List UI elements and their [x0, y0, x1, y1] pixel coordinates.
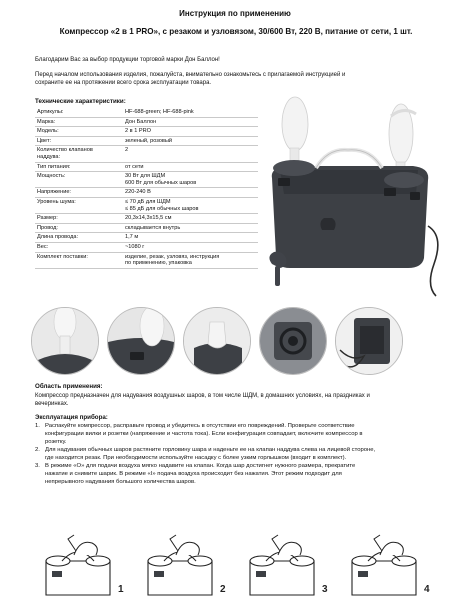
area-heading: Область применения: [35, 383, 103, 390]
specs-heading: Технические характеристики: [35, 98, 126, 105]
spec-row [35, 146, 279, 162]
spec-value [123, 108, 279, 117]
spec-name-line: Модель: [37, 128, 59, 135]
usage-line: розетку. [45, 439, 67, 445]
spec-row [35, 163, 279, 173]
usage-line: нажатие и снимите шарик. В режиме «I» подача воздуха происходит без нажатия. Этот режим подходит для [45, 471, 342, 477]
spec-value [123, 233, 279, 242]
spec-name [35, 198, 123, 213]
page-title: Инструкция по применению [179, 9, 291, 18]
spec-value [123, 163, 279, 172]
spec-name-line: наддува: [37, 153, 61, 160]
spec-name-line: Напряжение: [37, 189, 71, 196]
thumb-cord-compartment [335, 307, 403, 375]
balloon-icon [108, 308, 174, 374]
spec-name-line: Размер: [37, 215, 58, 222]
spec-name [35, 243, 123, 252]
intro-line-2: сохраните ее на протяжении всего срока эксплуатации товара. [35, 80, 212, 86]
spec-name [35, 108, 123, 117]
spec-value-line: зеленый, розовый [125, 137, 173, 144]
spec-row [35, 214, 279, 224]
spec-row [35, 224, 279, 234]
spec-name [35, 172, 123, 187]
area-line-1: Компрессор предназначен для надувания воздушных шаров, в том числе ШДМ, в домашних условиях, на праздниках и [35, 393, 370, 399]
spec-value-line: Дон Баллон [125, 118, 157, 125]
spec-value-line: ≤ 70 дБ для ШДМ [125, 198, 171, 205]
spec-value-line: 600 Вт для обычных шаров [125, 179, 197, 186]
spec-value-line: изделие, резак, узловяз, инструкция [125, 253, 220, 260]
spec-value-line: складывается внутрь [125, 224, 181, 231]
spec-value [123, 198, 279, 213]
spec-name-line: Длина провода: [37, 234, 79, 241]
diagram-number: 1 [118, 584, 124, 595]
spec-row [35, 108, 279, 118]
balloon-icon [32, 308, 98, 374]
spec-value [123, 188, 279, 197]
usage-line: В режиме «О» для подачи воздуха мягко надавите на клапан. Когда шар достигнет нужного размера, прекратите [45, 463, 356, 469]
spec-value-line: ≤ 85 дБ для обычных шаров [125, 205, 199, 212]
diagram-number: 4 [424, 584, 430, 595]
spec-row [35, 127, 279, 137]
product-subtitle: Компрессор «2 в 1 PRO», с резаком и узловязом, 30/600 Вт, 220 В, питание от сети, 1 шт. [59, 27, 413, 36]
knot-tool-icon [269, 252, 286, 286]
usage-line: где находится резак. При необходимости используйте насадку с более узким горлышком (входит в комплект). [45, 455, 347, 461]
spec-row [35, 253, 279, 269]
spec-name-line: Мощность: [37, 173, 66, 180]
spec-name [35, 214, 123, 223]
spec-name [35, 118, 123, 127]
spec-value-line: по применению, упаковка [125, 260, 192, 267]
spec-name-line: Комплект поставки: [37, 253, 88, 260]
usage-line: непрерывного надувания большого количества шаров. [45, 479, 196, 485]
spec-row [35, 188, 279, 198]
spec-value [123, 224, 279, 233]
spec-value [123, 243, 279, 252]
spec-name-line: Артикулы: [37, 109, 64, 115]
spec-name-line: Тип питания: [37, 163, 71, 170]
spec-value-line: 1,7 м [125, 234, 139, 241]
spec-value [123, 146, 279, 161]
spec-value [123, 253, 279, 268]
usage-number: 1. [35, 423, 40, 429]
spec-value-line: 220-240 В [125, 189, 151, 196]
spec-row [35, 198, 279, 214]
spec-value-line: от сети [125, 163, 144, 170]
spec-name-line: Марка: [37, 118, 56, 125]
spec-name [35, 127, 123, 136]
spec-name-line: Провод: [37, 224, 58, 231]
spec-value-line: 20,3х14,3х15,5 см [125, 215, 172, 222]
thumb-switch [183, 307, 251, 375]
diagram-number: 2 [220, 584, 226, 595]
compressor-icon [258, 96, 444, 310]
spec-value-line: 2 [125, 147, 129, 154]
spec-name [35, 253, 123, 268]
thumb-fan-grille [259, 307, 327, 375]
compressor-icon [336, 308, 402, 374]
usage-line: Для надувания обычных шаров растяните горловину шара и наденьте ее на клапан наддува слева на лицевой стороне, [45, 447, 376, 453]
spec-row [35, 118, 279, 128]
spec-name [35, 137, 123, 146]
spec-name [35, 163, 123, 172]
spec-name [35, 146, 123, 161]
intro-line-1: Перед началом использования изделия, пожалуйста, внимательно ознакомьтесь с прилагаемой инструкцией и [35, 72, 346, 78]
spec-row [35, 243, 279, 253]
usage-line: конфигурации вилки и розетки (напряжение и частота тока). Если конфигурация совпадает, включите компрессор в [45, 431, 363, 437]
thanks-text: Благодарим Вас за выбор продукции торговой марки Дон Баллон! [35, 57, 220, 63]
spec-name [35, 188, 123, 197]
usage-number: 3. [35, 463, 40, 469]
usage-line: Распакуйте компрессор, расправьте провод и убедитесь в отсутствии его повреждений. Проверьте соответствие [45, 423, 355, 429]
spec-value [123, 137, 279, 146]
spec-name-line: Количество клапанов [37, 147, 93, 154]
usage-heading: Эксплуатация прибора: [35, 414, 108, 421]
spec-value-line: 2 в 1 PRO [125, 128, 151, 135]
spec-name-line: Уровень шума: [37, 198, 76, 205]
diagram-number: 3 [322, 584, 328, 595]
thumb-balloon-inflate [107, 307, 175, 375]
spec-name-line: Вес: [37, 243, 49, 250]
spec-row [35, 233, 279, 243]
thumb-balloon-nozzle [31, 307, 99, 375]
compressor-icon [260, 308, 326, 374]
spec-value [123, 214, 279, 223]
spec-row [35, 172, 279, 188]
spec-value-line: ~1080 г [125, 243, 145, 250]
spec-value-line: 30 Вт для ШДМ [125, 173, 166, 180]
spec-value [123, 127, 279, 136]
spec-row [35, 137, 279, 147]
spec-value [123, 172, 279, 187]
spec-name [35, 233, 123, 242]
hand-icon [184, 308, 250, 374]
spec-value [123, 118, 279, 127]
spec-value-line: HF-688-green; HF-688-pink [125, 109, 194, 115]
spec-name [35, 224, 123, 233]
area-line-2: вечеринках. [35, 401, 69, 407]
spec-name-line: Цвет: [37, 137, 52, 144]
specs-table [35, 108, 279, 269]
usage-number: 2. [35, 447, 40, 453]
product-photo [258, 96, 444, 310]
